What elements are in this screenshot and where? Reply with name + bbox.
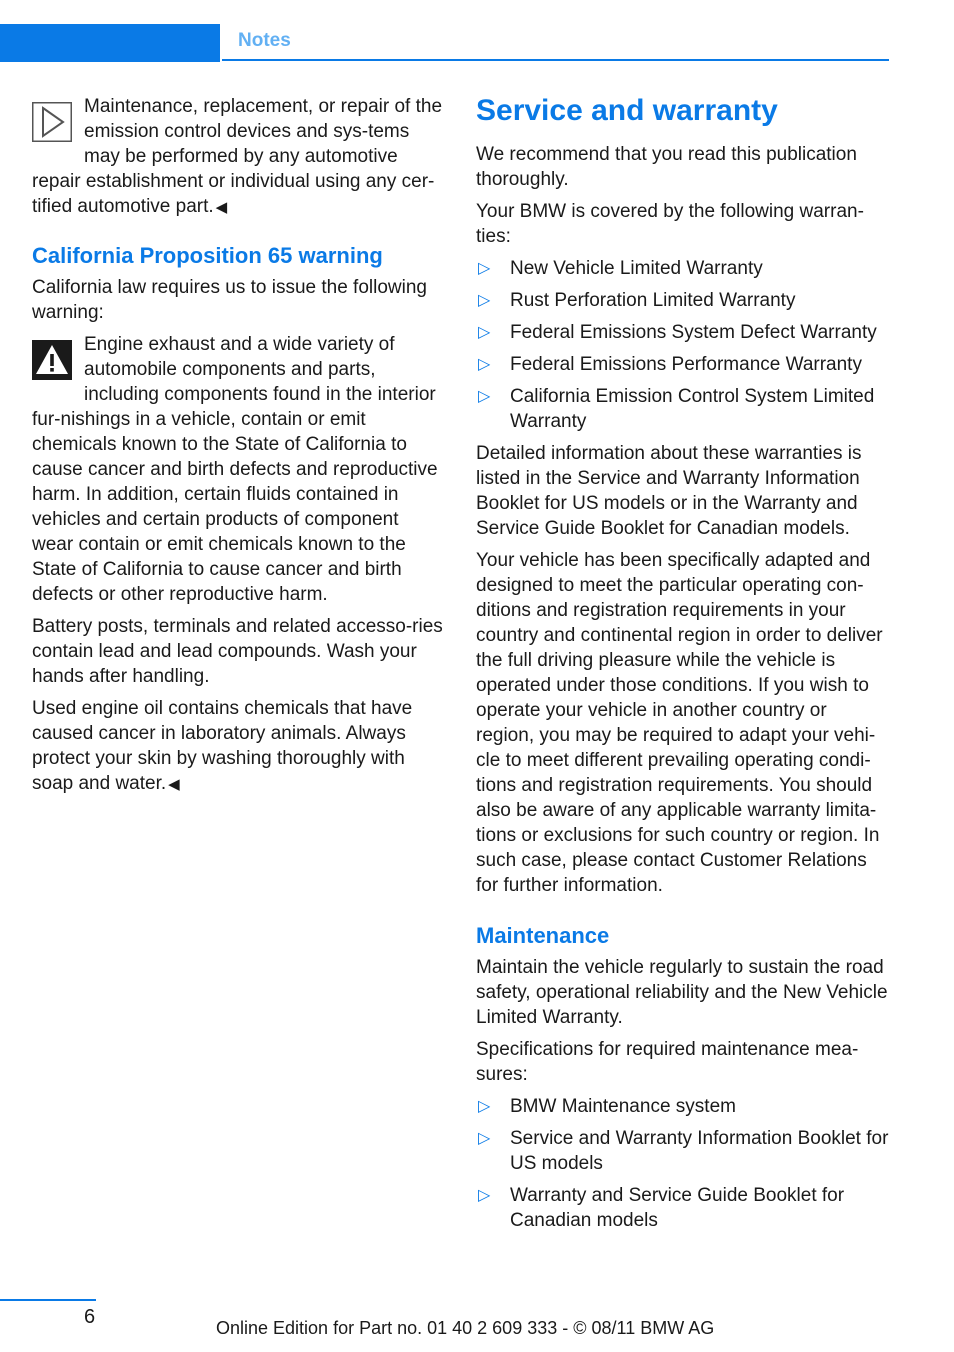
list-item-text: Federal Emissions Performance Warranty (510, 354, 862, 375)
bullet-arrow-icon: ▷ (478, 1130, 491, 1147)
warning-text: Engine exhaust and a wide variety of automobile components and parts, including components found in the interior fur-nishings in a vehicle, contain or emit chemicals known to the State of California to cause cancer and birth defects and reproductive harm. In addition, certain fluids contained in vehicles and certain products of component wear contain or emit chemicals known to the State of California to cause cancer and birth defects or other reproductive harm. (32, 334, 438, 605)
details-paragraph: Detailed information about these warranties is listed in the Service and Warranty Information Booklet for US models or in the Warranty and Service Guide Booklet for Canadian models. (476, 443, 862, 539)
bullet-arrow-icon: ▷ (478, 388, 491, 405)
page-number: 6 (84, 1306, 96, 1328)
list-item (476, 1094, 890, 1119)
bullet-arrow-icon: ▷ (478, 1187, 491, 1204)
list-item (476, 288, 890, 313)
bullet-arrow-icon: ▷ (478, 324, 491, 341)
page-title: Service and warranty (476, 94, 778, 127)
list-item (476, 384, 890, 434)
list-item-text: BMW Maintenance system (510, 1096, 736, 1117)
bullet-arrow-icon: ▷ (478, 356, 491, 373)
coverage-paragraph: Your BMW is covered by the following warran-ties: (476, 201, 864, 247)
header-rule (222, 59, 889, 61)
right-column (476, 94, 890, 1240)
oil-text: Used engine oil contains chemicals that have caused cancer in laboratory animals. Always protect your skin by washing thoroughly with soap and water. (32, 698, 413, 794)
list-item-text: California Emission Control System Limited Warranty (510, 386, 875, 432)
end-mark-icon: ◀ (168, 776, 180, 793)
list-item-text: Federal Emissions System Defect Warranty (510, 322, 877, 343)
bullet-arrow-icon: ▷ (478, 260, 491, 277)
specifications-paragraph: Specifications for required maintenance mea-sures: (476, 1039, 859, 1085)
warning-triangle-icon (32, 340, 72, 380)
battery-paragraph: Battery posts, terminals and related accesso-ries contain lead and lead compounds. Wash your hands after handling. (32, 616, 443, 687)
bullet-arrow-icon: ▷ (478, 1098, 491, 1115)
end-mark-icon: ◀ (215, 199, 228, 216)
list-item (476, 352, 890, 377)
left-column (32, 94, 444, 804)
section-title: Notes (238, 30, 291, 51)
header-bar (0, 24, 220, 62)
intro-paragraph: We recommend that you read this publication thoroughly. (476, 144, 857, 190)
list-item (476, 1126, 890, 1176)
footer-rule (0, 1299, 96, 1301)
list-item-text: Service and Warranty Information Booklet for US models (510, 1128, 889, 1174)
note-notice (32, 94, 444, 220)
maintenance-list (476, 1094, 890, 1233)
adaptation-paragraph: Your vehicle has been specifically adapted and designed to meet the particular operating con-ditions and registration requirements in your country and continental region in order to deliver the full driving pleasure while the vehicle is operated under those conditions. If you wish to operate your vehicle in another country or region, you may be required to adapt your vehi-cle to meet different prevailing operating condi-tions and registration requirements. You should also be aware of any applicable warranty limita-tions or exclusions for such country or region. In such case, please contact Customer Relations for further information. (476, 550, 883, 896)
maintenance-heading: Maintenance (476, 923, 610, 948)
warning-notice (32, 332, 444, 607)
warranty-list (476, 256, 890, 434)
list-item-text: Rust Perforation Limited Warranty (510, 290, 796, 311)
note-text: Maintenance, replacement, or repair of the emission control devices and sys-tems may be performed by any automotive repair establishment or individual using any cer-tified automotive part. (32, 96, 443, 217)
prop65-intro: California law requires us to issue the following warning: (32, 277, 427, 323)
bullet-arrow-icon: ▷ (478, 292, 491, 309)
list-item (476, 256, 890, 281)
edition-footer: Online Edition for Part no. 01 40 2 609 333 - © 08/11 BMW AG (216, 1318, 715, 1338)
list-item-text: New Vehicle Limited Warranty (510, 258, 763, 279)
list-item-text: Warranty and Service Guide Booklet for Canadian models (510, 1185, 845, 1231)
list-item (476, 320, 890, 345)
oil-paragraph (32, 696, 444, 797)
maintenance-paragraph: Maintain the vehicle regularly to sustain the road safety, operational reliability and the New Vehicle Limited Warranty. (476, 957, 888, 1028)
prop65-heading: California Proposition 65 warning (32, 243, 383, 268)
note-arrow-icon (32, 102, 72, 142)
list-item (476, 1183, 890, 1233)
